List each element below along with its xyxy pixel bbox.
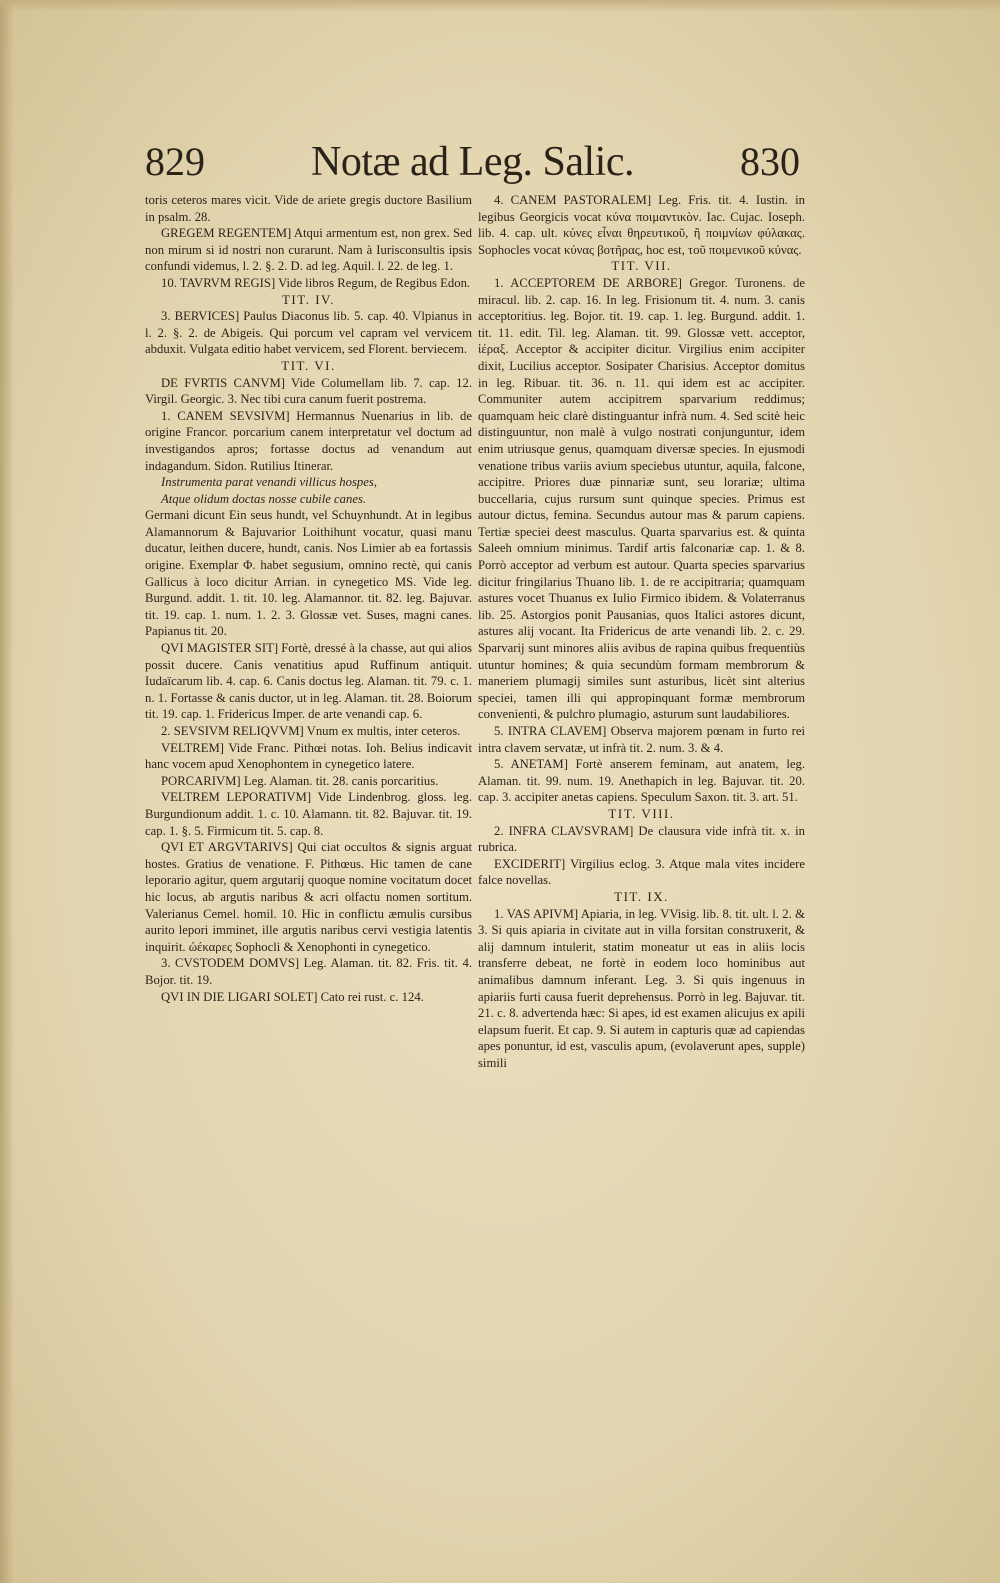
running-head xyxy=(145,138,800,188)
paragraph: PORCARIVM] Leg. Alaman. tit. 28. canis porcaritius. xyxy=(161,773,439,788)
paragraph: 3. BERVICES] Paulus Diaconus lib. 5. cap. 40. Vlpianus in l. 2. §. 2. de Abigeis. Qui porcum vel capram vel vervicem abduxit. Vulgata editio habet vervicem, sed Florent. berviecem. xyxy=(145,309,472,357)
left-page-number: 829 xyxy=(145,139,205,184)
paragraph: 1. ACCEPTOREM DE ARBORE] Gregor. Turonens. de miracul. lib. 2. cap. 16. In leg. Frisionum tit. 4. num. 3. canis acceptoritius. leg. Bojor. tit. 19. cap. 1. leg. Burgund. addit. 1. tit. 11. edit. Til. leg. Alaman. tit. 99. Glossæ vett. acceptor, ἱέραξ. Acceptor & accipiter dicitur. Virgilius enim accipiter dixit, Lucilius acceptor. Sosipater Charisius. Acceptor domitus in leg. Ribuar. tit. 36. n. 11. qui idem est ac accipiter. Communiter autem accipitrem sparvarium reddimus; quamquam heic clarè distinguantur infrà num. 4. Sed scitè heic distinguuntur, non malè à vulgo nostrati conjunguntur, idem enim utriusque genus, quamquam diversæ species. In ejusmodi venatione tribus variis avium speciebus utuntur, aquila, falcone, accipitre. Priores duæ pinnariæ sunt, seu lorariæ; ultima buccellaria, cujus rursum sunt quinque species. Primus est autour dictus, femina. Secundus autour mas & parum capiens. Tertiæ speciei deest masculus. Quarta sparvarius est. & quinta Saleeh omnium minimus. Tardif artis falconariæ cap. 1. & 8. Porrò acceptor ad verbum est autour. Quarta species sparvarius dicitur fringilarius Thuano lib. 1. de re accipitraria; quamquam astures vocet Thuanus ex Iulio Firmico ibidem. & Volaterranus lib. 25. Astorgios ponit Pausanias, quos Italici astores dicunt, astures alij vocant. Ita Fridericus de arte venandi lib. 2. c. 29. Sparvarij sunt minores aliis avibus de rapina quibus frequentiùs utuntur homines; & quia secundùm formam membrorum & maneriem plumagij similes sunt asturibus, licèt sint alterius speciei, tamen illi qui appropinquant formæ membrorum convenienti, & pulchro plumagio, asturum sunt laudabiliores. xyxy=(478,275,805,722)
paragraph: EXCIDERIT] Virgilius eclog. 3. Atque mala vites incidere falce novellas. xyxy=(478,856,805,888)
paragraph: 5. ANETAM] Fortè anserem feminam, aut anatem, leg. Alaman. tit. 99. num. 19. Anethapich in leg. Bajuvar. tit. 20. cap. 3. accipiter anetas capiens. Speculum Saxon. tit. 3. art. 51. xyxy=(478,757,805,805)
paragraph: Germani dicunt Ein seus hundt, vel Schuynhundt. At in legibus Alamannorum & Bajuvarior Loithihunt vocatur, quasi manu ducatur, leithen ducere, hundt, canis. Nos Limier ab ea fortassis origine. Exemplar Φ. habet segusium, omnino rectè, qui canis Gallicus à loco dicitur Arrian. in cynegetico MS. Vide leg. Burgund. addit. 1. tit. 10. leg. Alamannor. tit. 82. leg. Bajuvar. tit. 19. cap. 1. num. 1. 2. 3. Glossæ vet. Suses, magni canes. Papianus tit. 20. xyxy=(145,508,472,639)
paragraph: DE FVRTIS CANVM] Vide Columellam lib. 7. cap. 12. Virgil. Georgic. 3. Nec tibi cura canum fuerit postrema. xyxy=(145,375,472,407)
right-column xyxy=(478,192,805,1071)
paragraph: 1. VAS APIVM] Apiaria, in leg. VVisig. lib. 8. tit. ult. l. 2. & 3. Si quis apiaria in civitate aut in villa forsitan construxerit, & alij damnum intulerit, statim moneatur ut eas in aliis locis transferre debeat, ne fortè in eodem loco hominibus aut animalibus damnum inferant. Leg. 3. Si quis ingenuus in apiariis furti causa fuerit deprehensus. Porrò in leg. Bajuvar. tit. 21. c. 8. advertenda hæc: Si apes, id est examen alicujus ex apili elapsum fuerit. Et cap. 9. Si autem in capturis quæ ad capiendas apes ponuntur, id est, vasculis apum, (evolaverunt apes, supple) simili xyxy=(478,906,805,1070)
verse-line: Atque olidum doctas nosse cubile canes. xyxy=(161,491,367,506)
paragraph: QVI ET ARGVTARIVS] Qui ciat occultos & signis arguat hostes. Gratius de venatione. F. Pithœus. Hic tamen de cane leporario agitur, quem argutarij quoque nomine vocitatum docet hic locus, ab argutis naribus & acri olfactu nomen sortitum. Valerianus Cemel. homil. 10. Hic in conflictu æmulis cursibus aurito lepori imminet, ille argutis naribus cervi vestigia latentis inquirit. ὠέκαρες Sophocli & Xenophonti in cynegetico. xyxy=(145,840,472,954)
paragraph: QVI IN DIE LIGARI SOLET] Cato rei rust. c. 124. xyxy=(161,989,424,1004)
paragraph: 10. TAVRVM REGIS] Vide libros Regum, de Regibus Edon. xyxy=(161,275,471,290)
paragraph: 2. SEVSIVM RELIQVVM] Vnum ex multis, inter ceteros. xyxy=(161,724,461,738)
paragraph: toris ceteros mares vicit. Vide de ariete gregis ductore Basilium in psalm. 28. xyxy=(145,193,472,224)
running-title: Notæ ad Leg. Salic. xyxy=(311,139,634,185)
section-heading: TIT. VI. xyxy=(281,357,336,373)
paragraph: 1. CANEM SEVSIVM] Hermannus Nuenarius in lib. de origine Francor. porcarium canem interpretatur vel doctum ad investigandos apros; fortasse doctus ad venandum aut indagandum. Sidon. Rutilius Itinerar. xyxy=(145,408,472,473)
paragraph: VELTREM LEPORATIVM] Vide Lindenbrog. gloss. leg. Burgundionum addit. 1. c. 10. Alamann. tit. 82. Bajuvar. tit. 19. cap. 1. §. 5. Firmicum tit. 5. cap. 8. xyxy=(145,790,472,838)
paragraph: QVI MAGISTER SIT] Fortè, dressé à la chasse, aut qui alios possit ducere. Canis venatitius apud Ruffinum antiquit. Iudaïcarum lib. 4. cap. 6. Canis doctus leg. Alaman. tit. 79. c. 1. n. 1. Fortasse & canis ductor, ut in leg. Alaman. tit. 28. Boiorum tit. 19. cap. 1. Fridericus Imper. de arte venandi cap. 6. xyxy=(145,641,472,722)
page-edge-shadow xyxy=(0,0,14,1583)
paragraph: 5. INTRA CLAVEM] Observa majorem pœnam in furto rei intra clavem servatæ, ut infrà tit. 2. num. 3. & 4. xyxy=(478,724,805,755)
verse-line: Instrumenta parat venandi villicus hospes, xyxy=(161,475,378,490)
section-heading: TIT. VII. xyxy=(611,258,672,274)
section-heading: TIT. IX. xyxy=(614,888,669,904)
section-heading: TIT. VIII. xyxy=(608,805,675,821)
paragraph: VELTREM] Vide Franc. Pithœi notas. Ioh. Belius indicavit hanc vocem apud Xenophontem in cynegetico latere. xyxy=(145,740,472,772)
left-column xyxy=(145,192,472,1005)
page-top-shadow xyxy=(0,0,1000,12)
right-page-number: 830 xyxy=(740,139,800,184)
paragraph: 3. CVSTODEM DOMVS] Leg. Alaman. tit. 82. Fris. tit. 4. Bojor. tit. 19. xyxy=(145,956,472,987)
section-heading: TIT. IV. xyxy=(281,291,336,307)
paragraph: GREGEM REGENTEM] Atqui armentum est, non grex. Sed non mirum si id nostri non curarunt. Nam à Iurisconsultis ipsis confundi videmus, l. 2. §. 2. D. ad leg. Aquil. l. 22. de leg. 1. xyxy=(145,226,472,274)
paragraph: 4. CANEM PASTORALEM] Leg. Fris. tit. 4. Iustin. in legibus Georgicis vocat κύνα ποιμαντικὸν. Iac. Cujac. Ioseph. lib. 4. cap. ult. κύνες εἶναι θηρευτικοῦ, ἢ ποιμνίων φύλακας. Sophocles vocat κύνας βοτῆρας, hoc est, τοῦ ποιμενικοῦ κύνας. xyxy=(478,193,805,257)
paragraph: 2. INFRA CLAVSVRAM] De clausura vide infrà tit. x. in rubrica. xyxy=(478,823,805,855)
